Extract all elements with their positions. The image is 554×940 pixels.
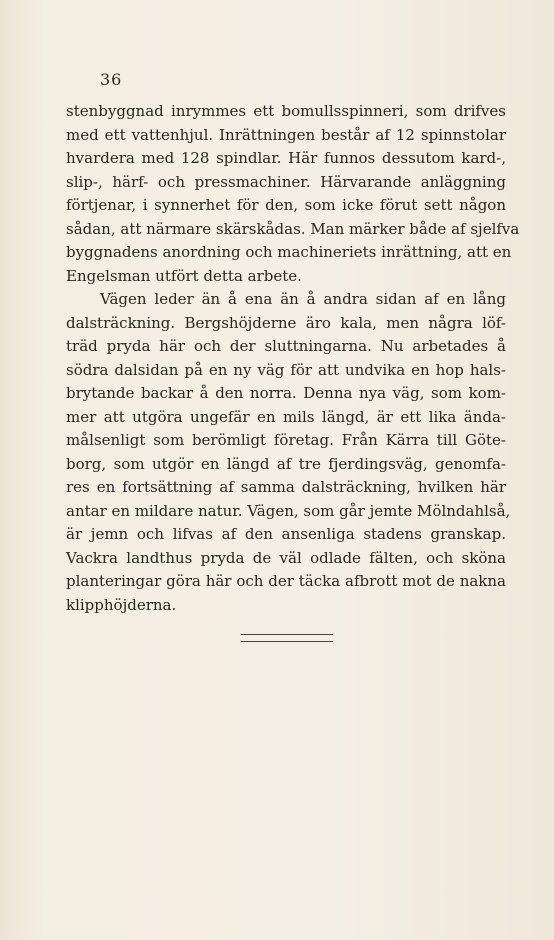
text-line: slip-, härf- och pressmachiner. Härvarande anläggning bbox=[66, 172, 506, 191]
text-line: mer att utgöra ungefär en mils längd, är ett lika ända- bbox=[66, 407, 506, 426]
text-line: stenbyggnad inrymmes ett bomullsspinneri, som drifves bbox=[66, 102, 506, 120]
body-text bbox=[66, 100, 520, 617]
text-line: Vackra landthus pryda de väl odlade fälten, och sköna bbox=[66, 548, 506, 567]
text-line: brytande backar å den norra. Denna nya väg, som kom- bbox=[66, 384, 506, 402]
text-line: träd pryda här och der sluttningarna. Nu arbetades å bbox=[66, 337, 506, 355]
section-divider-double-rule bbox=[241, 634, 333, 642]
text-line: res en fortsättning af samma dalsträckning, hvilken här bbox=[66, 478, 506, 496]
page-number: 36 bbox=[100, 70, 123, 89]
text-line: antar en mildare natur. Vägen, som går jemte Mölndahlså, bbox=[66, 501, 511, 520]
paragraph-end-line: Engelsman utfört detta arbete. bbox=[66, 266, 302, 285]
text-line: dalsträckning. Bergshöjderne äro kala, men några löf- bbox=[66, 313, 506, 332]
text-line: byggnadens anordning och machineriets inrättning, att en bbox=[66, 243, 512, 261]
text-line: borg, som utgör en längd af tre fjerdingsväg, genomfa- bbox=[66, 454, 506, 473]
text-line: planteringar göra här och der täcka afbrott mot de nakna bbox=[66, 572, 506, 590]
text-line: sådan, att närmare skärskådas. Man märker både af sjelfva bbox=[66, 219, 520, 238]
text-line: är jemn och lifvas af den ansenliga stadens granskap. bbox=[66, 525, 506, 543]
text-line: södra dalsidan på en ny väg för att undvika en hop hals- bbox=[66, 360, 506, 379]
paragraph-start-line: Vägen leder än å ena än å andra sidan af en lång bbox=[100, 290, 506, 308]
text-line: målsenligt som berömligt företag. Från Kärra till Göte- bbox=[66, 431, 506, 449]
text-line: med ett vattenhjul. Inrättningen består af 12 spinnstolar bbox=[66, 125, 506, 144]
text-line: förtjenar, i synnerhet för den, som icke förut sett någon bbox=[66, 196, 506, 214]
paragraph-end-line: klipphöjderna. bbox=[66, 595, 177, 614]
text-line: hvardera med 128 spindlar. Här funnos dessutom kard-, bbox=[66, 149, 506, 167]
